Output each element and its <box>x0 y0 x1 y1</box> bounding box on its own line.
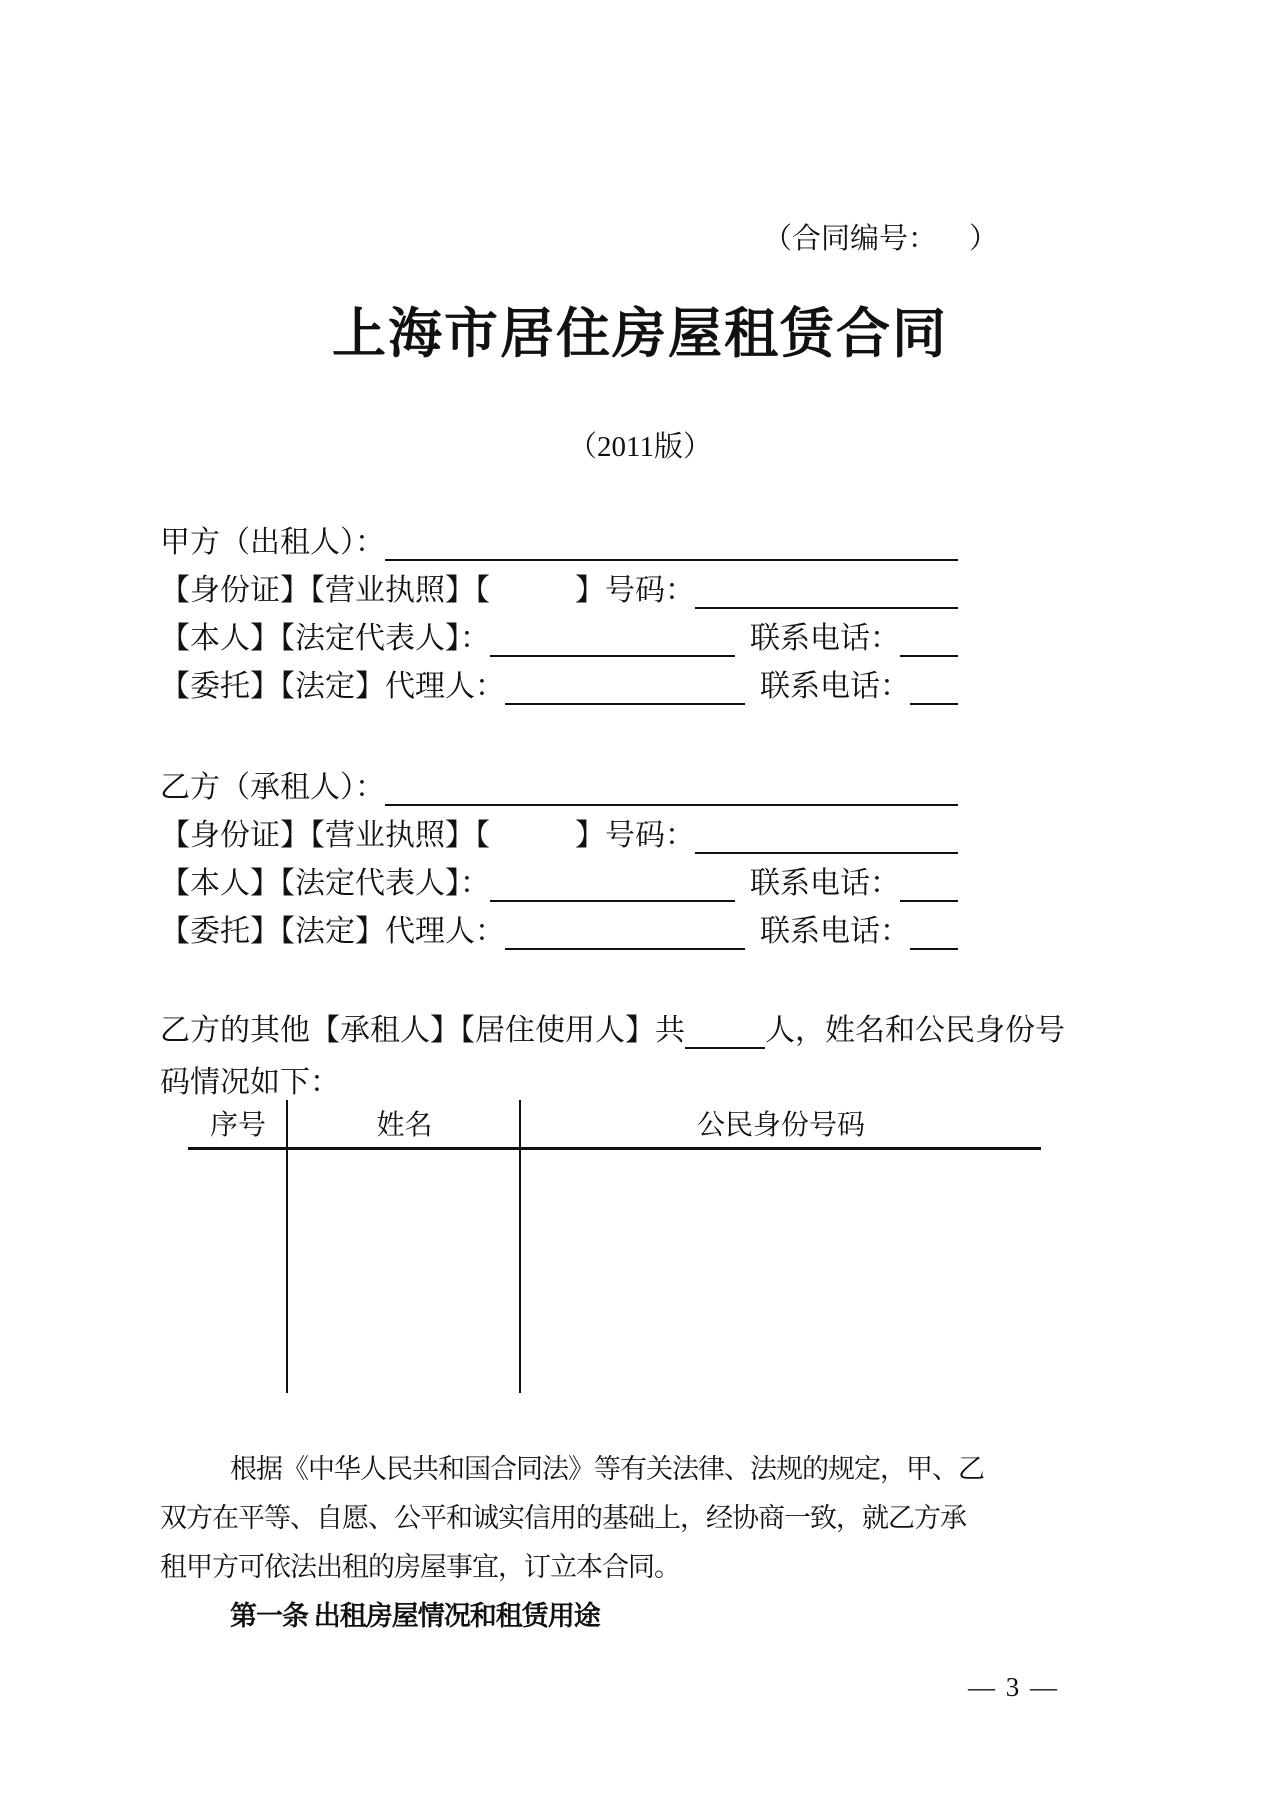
party-b-id-type-label: 【身份证】【营业执照】【 <box>160 819 490 852</box>
party-b-representative-phone-label: 联系电话： <box>750 867 900 900</box>
party-a-agent-row <box>160 662 958 710</box>
party-a-representative-phone-blank <box>900 625 958 657</box>
occupants-table-header <box>188 1100 1041 1145</box>
party-a-representative-label: 【本人】【法定代表人】： <box>160 622 490 655</box>
occupants-count-suffix: 人，姓名和公民身份号 <box>765 1014 1065 1047</box>
table-header-rule <box>188 1147 1041 1150</box>
occupants-count-row <box>160 1006 1065 1054</box>
party-b-id-number-label: 】号码： <box>575 819 695 852</box>
party-a-name-blank <box>385 529 958 561</box>
party-b-name-row <box>160 763 958 811</box>
article-1-heading: 第一条 出租房屋情况和租赁用途 <box>230 1601 600 1631</box>
contract-number-label: （合同编号： <box>763 223 938 255</box>
table-column-divider <box>519 1100 521 1393</box>
party-a-id-type-label: 【身份证】【营业执照】【 <box>160 574 490 607</box>
occupants-table <box>188 1100 1041 1393</box>
party-a-agent-blank <box>505 673 745 705</box>
party-a-representative-phone-label: 联系电话： <box>750 622 900 655</box>
page-title: 上海市居住房屋租赁合同 <box>332 304 948 364</box>
table-column-divider <box>286 1100 288 1393</box>
party-b-representative-row <box>160 859 958 907</box>
party-b-agent-label: 【委托】【法定】代理人： <box>160 915 505 948</box>
party-a-agent-phone-blank <box>910 673 958 705</box>
preamble-line-1: 根据《中华人民共和国合同法》等有关法律、法规的规定，甲、乙 <box>230 1454 984 1484</box>
party-b-representative-label: 【本人】【法定代表人】： <box>160 867 490 900</box>
page-subtitle: （2011版） <box>568 431 712 463</box>
occupants-count-prefix: 乙方的其他【承租人】【居住使用人】共 <box>160 1014 685 1047</box>
party-b-block <box>160 763 958 955</box>
col-header-seq: 序号 <box>209 1109 266 1141</box>
party-a-block <box>160 518 958 710</box>
party-a-representative-blank <box>490 625 735 657</box>
party-b-agent-phone-label: 联系电话： <box>760 915 910 948</box>
preamble-line-2: 双方在平等、自愿、公平和诚实信用的基础上，经协商一致，就乙方承 <box>160 1503 966 1533</box>
party-b-id-number-blank <box>695 822 958 854</box>
other-occupants-block <box>160 1006 1065 1104</box>
party-a-agent-phone-label: 联系电话： <box>760 670 910 703</box>
party-b-agent-row <box>160 907 958 955</box>
party-b-name-blank <box>385 774 958 806</box>
party-b-agent-phone-blank <box>910 918 958 950</box>
occupants-intro-line2: 码情况如下： <box>160 1066 340 1099</box>
preamble-paragraph <box>160 1442 984 1638</box>
party-b-name-label: 乙方（承租人）： <box>160 771 385 804</box>
party-b-id-row <box>160 811 958 859</box>
page-number: — 3 — <box>968 1672 1059 1702</box>
contract-number-close-paren: ） <box>969 223 999 255</box>
party-a-id-row <box>160 566 958 614</box>
party-a-id-number-blank <box>695 577 958 609</box>
party-a-representative-row <box>160 614 958 662</box>
col-header-name: 姓名 <box>376 1109 433 1141</box>
party-b-representative-phone-blank <box>900 870 958 902</box>
occupants-count-blank <box>685 1017 765 1049</box>
party-a-name-row <box>160 518 958 566</box>
party-b-agent-blank <box>505 918 745 950</box>
party-a-name-label: 甲方（出租人）： <box>160 526 385 559</box>
preamble-line-3: 租甲方可依法出租的房屋事宜，订立本合同。 <box>160 1552 680 1582</box>
party-a-agent-label: 【委托】【法定】代理人： <box>160 670 505 703</box>
col-header-id: 公民身份号码 <box>696 1109 865 1141</box>
party-a-id-number-label: 】号码： <box>575 574 695 607</box>
contract-number-line <box>763 216 998 257</box>
party-b-representative-blank <box>490 870 735 902</box>
